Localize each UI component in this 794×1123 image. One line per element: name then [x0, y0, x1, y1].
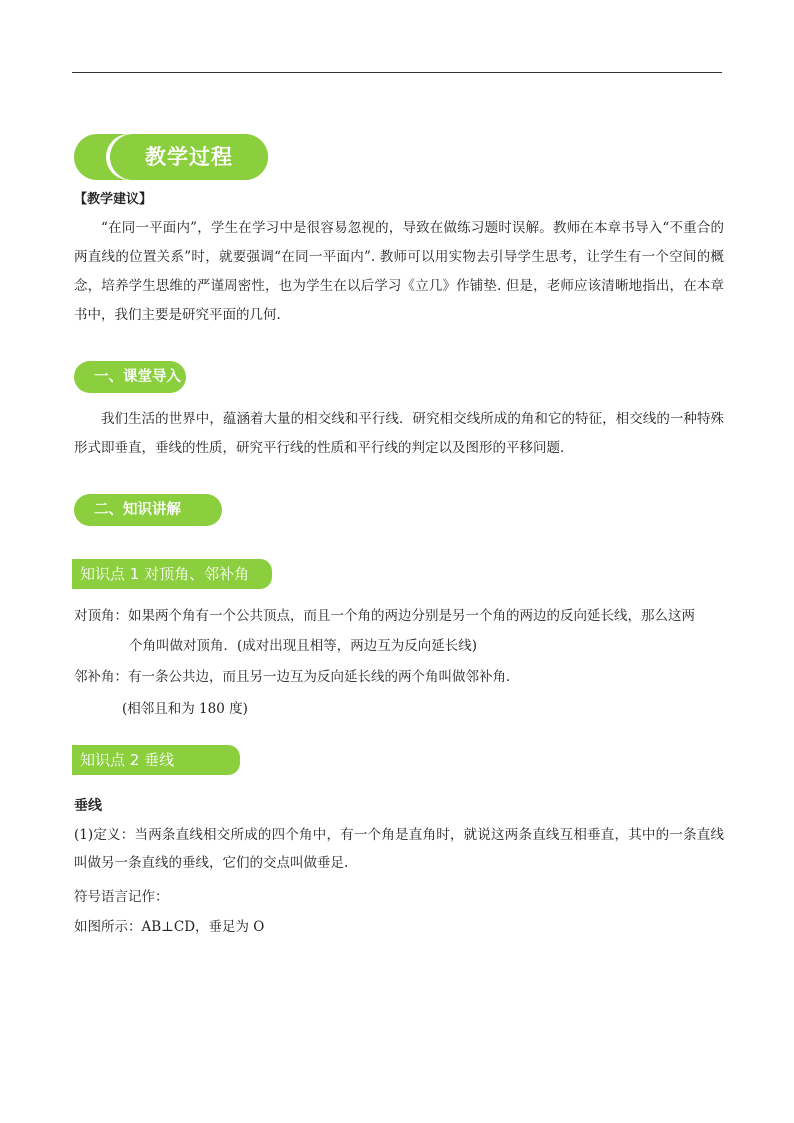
section-intro-title: 一、课堂导入 — [74, 361, 186, 393]
teaching-advice-text: “在同一平面内”，学生在学习中是很容易忽视的，导致在做练习题时误解。教师在本章书导入“不重合的两直线的位置关系”时，就要强调“在同一平面内”. 教师可以用实物去引导学生思考，让学生有一个空间的概念，培养学生思维的严谨周密性，也为学生在以后学习《立几》作铺垫. 但是，老师应该清晰地指出，在本章书中，我们主要是研究平面的几何. — [74, 220, 724, 323]
banner-title: 教学过程 — [145, 145, 233, 169]
section-knowledge-title: 二、知识讲解 — [74, 494, 222, 526]
teaching-advice-label: 【教学建议】 — [74, 192, 153, 207]
figure-description-line: 如图所示：AB⊥CD，垂足为 O — [74, 919, 265, 935]
vertical-angle-line1: 对顶角：如果两个角有一个公共顶点，而且一个角的两边分别是另一个角的两边的反向延长线，那么这两 — [74, 608, 695, 624]
perpendicular-definition: (1)定义：当两条直线相交所成的四个角中，有一个角是直角时，就说这两条直线互相垂直，其中的一条直线叫做另一条直线的垂线，它们的交点叫做垂足. — [74, 827, 724, 871]
kp2-title: 知识点 2 垂线 — [72, 745, 240, 775]
header-rule — [72, 72, 722, 73]
kp1-title: 知识点 1 对顶角、邻补角 — [72, 559, 272, 589]
section-intro-text: 我们生活的世界中，蕴涵着大量的相交线和平行线．研究相交线所成的角和它的特征，相交线的一种特殊形式即垂直，垂线的性质，研究平行线的性质和平行线的判定以及图形的平移问题． — [74, 411, 724, 456]
adjacent-angle-line2: (相邻且和为 180 度) — [122, 701, 248, 717]
section-banner — [74, 134, 268, 180]
adjacent-angle-line1: 邻补角：有一条公共边，而且另一边互为反向延长线的两个角叫做邻补角． — [74, 669, 520, 685]
vertical-angle-line2: 个角叫做对顶角．(成对出现且相等，两边互为反向延长线) — [129, 638, 478, 654]
perpendicular-heading: 垂线 — [74, 798, 102, 814]
symbol-language-line: 符号语言记作： — [74, 889, 169, 905]
